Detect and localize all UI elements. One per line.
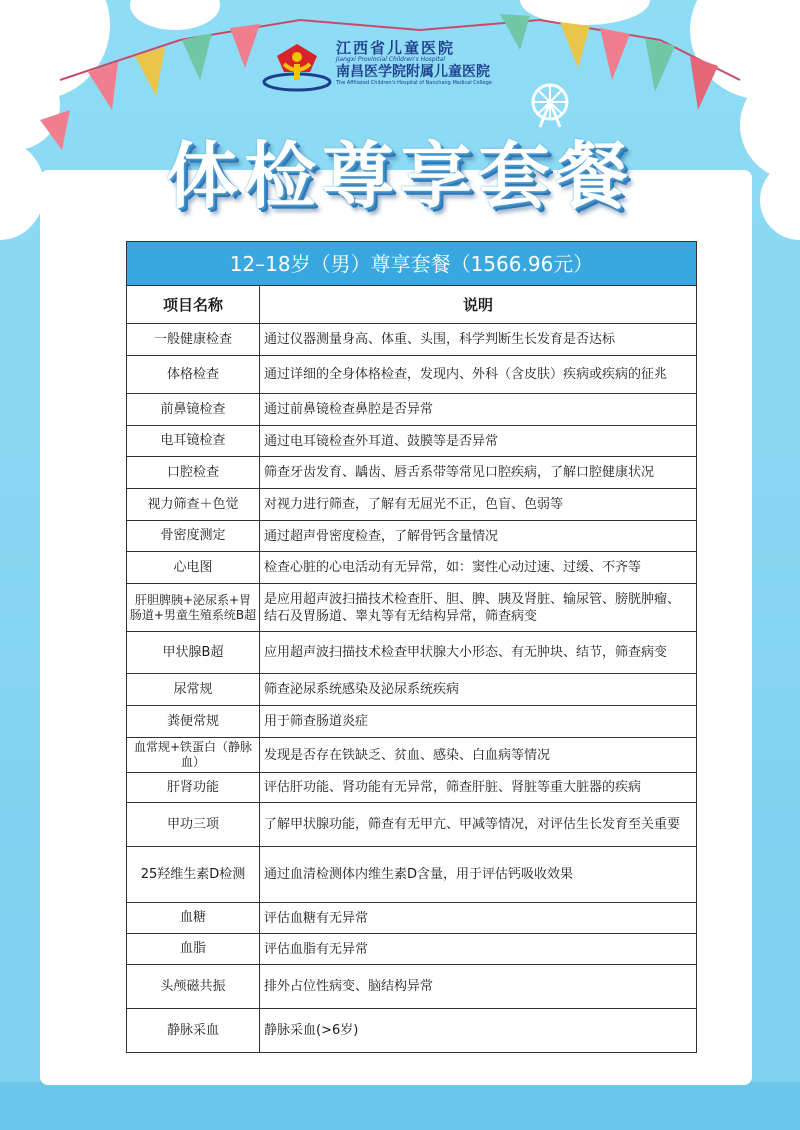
item-name: 血糖: [127, 903, 260, 934]
item-desc: 通过前鼻镜检查鼻腔是否异常: [260, 394, 697, 426]
table-row: [127, 847, 697, 903]
item-desc: 发现是否存在铁缺乏、贫血、感染、白血病等情况: [260, 738, 697, 773]
hospital-affiliation-en: The Affiliated Children's Hospital of Nanchang Medical College: [336, 80, 492, 86]
table-row: [127, 394, 697, 426]
item-desc: 排外占位性病变、脑结构异常: [260, 965, 697, 1009]
item-name: 肝胆脾胰+泌尿系+胃肠道+男童生殖系统B超: [127, 584, 260, 632]
item-name: 前鼻镜检查: [127, 394, 260, 426]
item-desc: 应用超声波扫描技术检查甲状腺大小形态、有无肿块、结节，筛查病变: [260, 632, 697, 674]
item-name: 粪便常规: [127, 706, 260, 738]
item-name: 电耳镜检查: [127, 426, 260, 457]
package-table: [126, 241, 697, 1053]
table-row: [127, 1009, 697, 1053]
table-row: [127, 738, 697, 773]
item-desc: 了解甲状腺功能，筛查有无甲亢、甲减等情况，对评估生长发育至关重要: [260, 803, 697, 847]
hospital-name-cn: 江西省儿童医院: [336, 39, 456, 57]
column-header-name: 项目名称: [127, 286, 260, 324]
item-desc: 筛查泌尿系统感染及泌尿系统疾病: [260, 674, 697, 706]
item-desc: 静脉采血(>6岁): [260, 1009, 697, 1053]
item-desc: 通过血清检测体内维生素D含量，用于评估钙吸收效果: [260, 847, 697, 903]
table-row: [127, 903, 697, 934]
table-row: [127, 706, 697, 738]
item-name: 25羟维生素D检测: [127, 847, 260, 903]
bottom-band: [0, 1082, 800, 1130]
table-header-row: [127, 286, 697, 324]
item-name: 头颅磁共振: [127, 965, 260, 1009]
table-row: [127, 965, 697, 1009]
item-desc: 通过电耳镜检查外耳道、鼓膜等是否异常: [260, 426, 697, 457]
table-row: [127, 803, 697, 847]
item-name: 视力筛查＋色觉: [127, 489, 260, 521]
item-name: 尿常规: [127, 674, 260, 706]
table-row: [127, 426, 697, 457]
table-row: [127, 324, 697, 356]
table-row: [127, 674, 697, 706]
table-row: [127, 773, 697, 803]
table-row: [127, 356, 697, 394]
table-row: [127, 632, 697, 674]
hospital-name-en: Jiangxi Provincial Children's Hospital: [336, 56, 446, 63]
item-name: 血脂: [127, 934, 260, 965]
item-name: 甲状腺B超: [127, 632, 260, 674]
item-desc: 对视力进行筛查，了解有无屈光不正，色盲、色弱等: [260, 489, 697, 521]
item-name: 血常规+铁蛋白（静脉血）: [127, 738, 260, 773]
package-header: 12–18岁（男）尊享套餐（1566.96元）: [126, 241, 697, 285]
item-desc: 通过详细的全身体格检查，发现内、外科（含皮肤）疾病或疾病的征兆: [260, 356, 697, 394]
hospital-emblem-icon: [262, 42, 332, 92]
item-desc: 评估血脂有无异常: [260, 934, 697, 965]
item-desc: 检查心脏的心电活动有无异常，如：窦性心动过速、过缓、不齐等: [260, 552, 697, 584]
item-name: 心电图: [127, 552, 260, 584]
item-desc: 是应用超声波扫描技术检查肝、胆、脾、胰及肾脏、输尿管、膀胱肿瘤、结石及胃肠道、睾丸等有无结构异常，筛查病变: [260, 584, 697, 632]
items-table: [126, 285, 697, 1053]
item-desc: 评估肝功能、肾功能有无异常，筛查肝脏、肾脏等重大脏器的疾病: [260, 773, 697, 803]
item-desc: 通过超声骨密度检查，了解骨钙含量情况: [260, 521, 697, 552]
table-row: [127, 521, 697, 552]
table-row: [127, 552, 697, 584]
table-row: [127, 489, 697, 521]
item-name: 肝肾功能: [127, 773, 260, 803]
item-name: 一般健康检查: [127, 324, 260, 356]
item-name: 口腔检查: [127, 457, 260, 489]
item-name: 静脉采血: [127, 1009, 260, 1053]
hospital-logo: [262, 40, 512, 94]
item-desc: 通过仪器测量身高、体重、头围，科学判断生长发育是否达标: [260, 324, 697, 356]
table-row: [127, 934, 697, 965]
page-title: 体检尊享套餐: [165, 134, 634, 218]
item-name: 体格检查: [127, 356, 260, 394]
table-row: [127, 584, 697, 632]
hospital-affiliation-cn: 南昌医学院附属儿童医院: [336, 64, 490, 80]
item-name: 甲功三项: [127, 803, 260, 847]
column-header-desc: 说明: [260, 286, 697, 324]
table-row: [127, 457, 697, 489]
item-desc: 筛查牙齿发育、龋齿、唇舌系带等常见口腔疾病，了解口腔健康状况: [260, 457, 697, 489]
item-desc: 评估血糖有无异常: [260, 903, 697, 934]
item-desc: 用于筛查肠道炎症: [260, 706, 697, 738]
item-name: 骨密度测定: [127, 521, 260, 552]
